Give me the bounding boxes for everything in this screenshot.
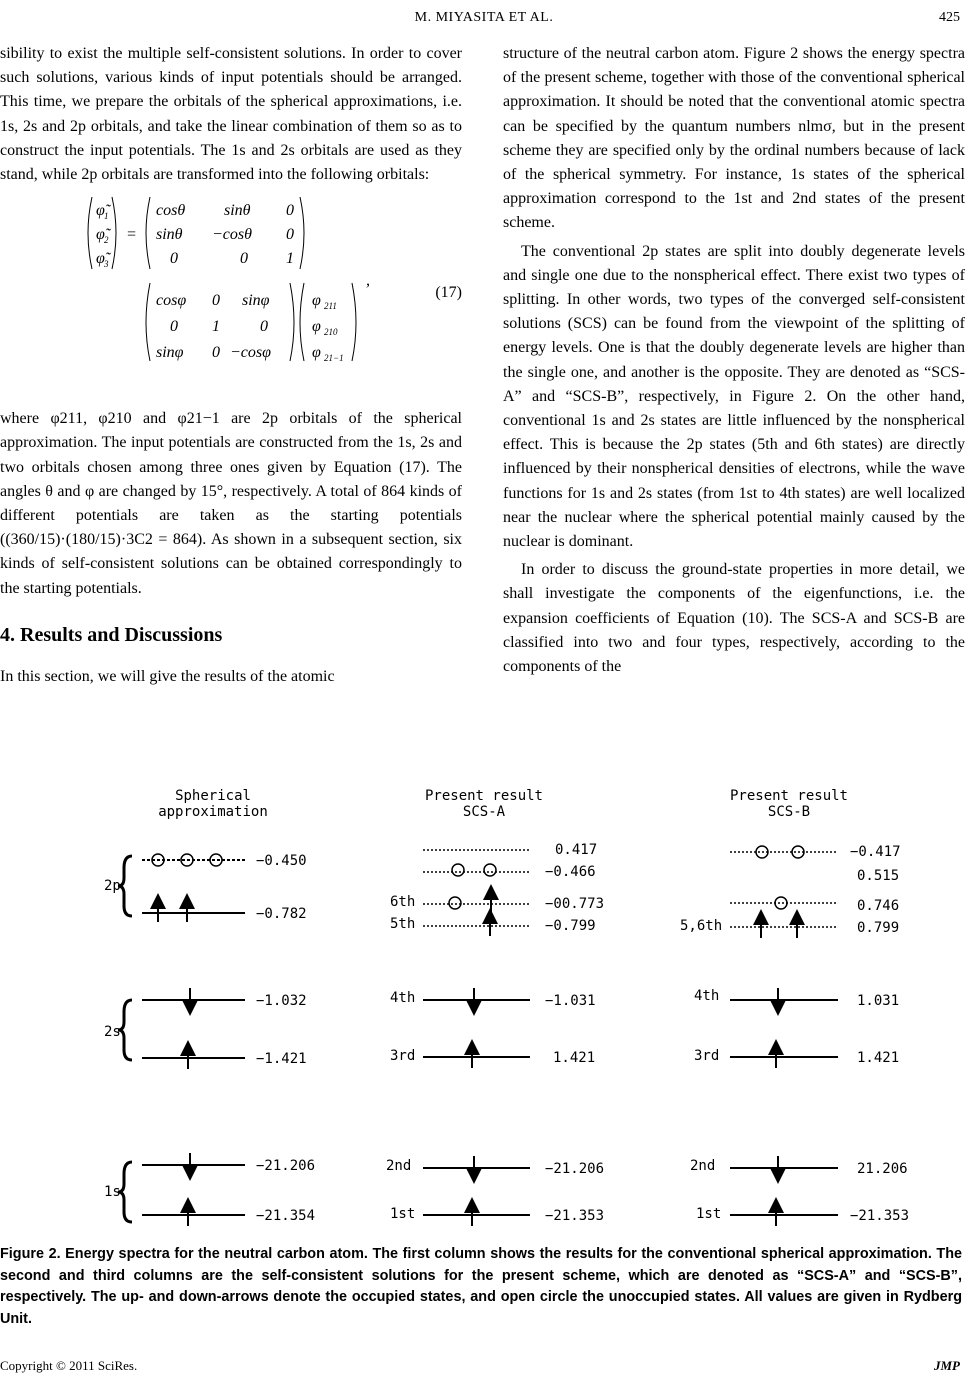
page-header [0, 10, 968, 32]
state-label: 3rd [694, 1048, 720, 1064]
paragraph: In this section, we will give the results of the atomic [0, 668, 335, 686]
svg-text:−cosθ: −cosθ [212, 226, 252, 244]
group-label-1s: 1s [104, 1184, 121, 1200]
energy-value: 0.515 [857, 868, 900, 884]
brace-2p [118, 856, 132, 916]
electron-arrows [472, 892, 491, 1226]
state-label: 2nd [690, 1158, 716, 1174]
energy-value: 1.421 [857, 1050, 900, 1066]
col1-title1: Spherical [175, 788, 251, 804]
running-title: M. MIYASITA ET AL. [414, 10, 554, 25]
svg-text:3: 3 [104, 259, 109, 270]
col3-levels [730, 852, 838, 1215]
energy-value: −21.354 [256, 1208, 316, 1224]
energy-value: −1.032 [256, 993, 307, 1009]
col2-title2: SCS-A [462, 804, 506, 820]
group-label-2s: 2s [104, 1024, 121, 1040]
svg-text:0: 0 [286, 202, 294, 220]
state-label: 6th [390, 894, 416, 910]
svg-text:0: 0 [212, 292, 220, 310]
svg-text:0: 0 [170, 250, 178, 268]
energy-value: −0.782 [256, 906, 307, 922]
state-label: 4th [390, 990, 416, 1006]
equation-graphic [0, 193, 462, 399]
svg-text:1: 1 [212, 318, 220, 336]
state-label: 5,6th [680, 918, 723, 934]
energy-value: −1.031 [545, 993, 596, 1009]
energy-spectra-diagram [0, 770, 968, 1240]
energy-value: −21.353 [850, 1208, 910, 1224]
svg-text:sinφ: sinφ [156, 344, 184, 362]
col2-title1: Present result [424, 788, 544, 804]
state-label: 3rd [390, 1048, 416, 1064]
energy-value: 0.746 [857, 898, 900, 914]
svg-text:sinθ: sinθ [224, 202, 251, 220]
energy-value: −0.799 [545, 918, 596, 934]
svg-text:1: 1 [286, 250, 294, 268]
svg-text:sinφ: sinφ [242, 292, 270, 310]
energy-value: −1.421 [256, 1051, 307, 1067]
svg-text:0: 0 [286, 226, 294, 244]
equation-17 [0, 193, 462, 399]
state-label: 1st [390, 1206, 416, 1222]
svg-text:cosφ: cosφ [156, 292, 187, 310]
unoccupied-circles [756, 846, 804, 909]
svg-text:0: 0 [170, 318, 178, 336]
journal-name: JMP [934, 1358, 960, 1373]
energy-value: 0.417 [555, 842, 598, 858]
state-label: 2nd [386, 1158, 412, 1174]
paragraph: In order to discuss the ground-state properties in more detail, we shall investigate the components of the eigenfunctions, i.e. the expansion coefficients of Equation (10). The SCS-A and SCS-B are classified into two and four types, respectively, according to the components of the [503, 561, 965, 676]
svg-text:0: 0 [212, 344, 220, 362]
paragraph: sibility to exist the multiple self-consistent solutions. In order to cover such solutions, various kinds of input potentials should be arranged. This time, we prepare the orbitals of the spherical approximations, i.e. 1s, 2s and 2p orbitals, and take the linear combination of them so as to construct the input potentials. The 1s and 2s orbitals are used as they stand, while 2p orbitals are transformed into the following orbitals: [0, 45, 462, 184]
page-number: 425 [939, 10, 960, 25]
energy-value: 0.799 [857, 920, 900, 936]
svg-text:φ: φ [312, 318, 321, 336]
svg-text:=: = [126, 226, 137, 244]
group-label-2p: 2p [104, 878, 121, 894]
figure-2 [0, 770, 968, 1240]
svg-text:φ: φ [312, 344, 321, 362]
svg-text:211: 211 [324, 301, 337, 312]
svg-text:210: 210 [324, 327, 338, 338]
state-label: 4th [694, 988, 720, 1004]
brace-1s [118, 1162, 132, 1222]
section-heading: 4. Results and Discussions [0, 623, 223, 646]
paragraph: The conventional 2p states are split into doubly degenerate levels and single one due to the nonspherical effect. There exist two types of splitting. In other words, two types of the converged self-consistent solutions (SCS) can be found from the viewpoint of the splitting of energy levels. One is that the doubly degenerate levels are higher than the single one, and another is the opposite. They are denoted as “SCS-A” and “SCS-B”, respectively, in Figure 2. On the other hand, conventional 1s and 2s states are little influenced by the nonspherical effect. This is because the 2p states (5th and 6th states) are directly influenced by their nonspherical densities of electrons, while the wave functions for 1s and 2s states (from 1st to 4th states) are well localized near the nuclear where the spherical potential mainly caused by the nuclear is dominant. [503, 242, 965, 551]
energy-value: −21.353 [545, 1208, 605, 1224]
right-column [503, 42, 965, 679]
svg-text:φ: φ [312, 292, 321, 310]
copyright: Copyright © 2011 SciRes. [0, 1358, 138, 1373]
svg-text:φ̃: φ̃ [96, 250, 105, 268]
col3-title1: Present result [729, 788, 849, 804]
col3-title2: SCS-B [767, 804, 811, 820]
svg-text:,: , [366, 272, 370, 290]
state-label: 1st [696, 1206, 722, 1222]
energy-value: 1.421 [553, 1050, 596, 1066]
electron-arrows [761, 917, 797, 1226]
figure-caption: Figure 2. Energy spectra for the neutral carbon atom. The first column shows the results for the conventional spherical approximation. The second and third columns are the self-consistent solutions for the present scheme, which are denoted as “SCS-A” and “SCS-B”, respectively. The up- and down-arrows denote the occupied states, and open circle the unoccupied states. All values are given in Rydberg Unit. [0, 1246, 962, 1327]
energy-value: 1.031 [857, 993, 900, 1009]
energy-value: −0.450 [256, 853, 307, 869]
svg-text:2: 2 [104, 235, 109, 246]
energy-value: 21.206 [857, 1161, 908, 1177]
energy-value: −0.417 [850, 844, 901, 860]
electron-arrows [158, 901, 190, 1226]
paragraph: where φ211, φ210 and φ21−1 are 2p orbitals of the spherical approximation. The input potentials are constructed from the 1s, 2s and two orbitals chosen among three ones given by Equation (17). The angles θ and φ are changed by 15°, respectively. A total of 864 kinds of different potentials are taken as the starting potentials ((360/15)·(180/15)·3C2 = 864). As shown in a subsequent section, six kinds of self-consistent solutions can be obtained correspondingly to the starting potentials. [0, 410, 462, 597]
energy-value: −0.466 [545, 864, 596, 880]
energy-value: −21.206 [545, 1161, 605, 1177]
svg-text:φ̃: φ̃ [96, 202, 105, 220]
state-label: 5th [390, 916, 416, 932]
equation-number: (17) [435, 284, 462, 302]
svg-text:sinθ: sinθ [156, 226, 183, 244]
left-column [0, 42, 462, 689]
svg-text:21−1: 21−1 [324, 353, 344, 364]
svg-text:0: 0 [260, 318, 268, 336]
paragraph: structure of the neutral carbon atom. Figure 2 shows the energy spectra of the present scheme, together with those of the conventional spherical approximation. It should be noted that the conventional atomic spectra can be specified by the quantum numbers nlmσ, but in the present scheme they are specified only by the ordinal numbers because of lack of the spherical symmetry. For instance, 1s states of the spherical approximation correspond to the 1st and 2nd states of the present scheme. [503, 45, 965, 232]
svg-text:φ̃: φ̃ [96, 226, 105, 244]
brace-2s [118, 1000, 132, 1060]
col1-title2: approximation [158, 804, 268, 820]
svg-text:0: 0 [240, 250, 248, 268]
energy-value: −00.773 [545, 896, 605, 912]
svg-text:cosθ: cosθ [156, 202, 186, 220]
svg-text:1: 1 [104, 211, 109, 222]
col2-levels [423, 850, 530, 1215]
energy-value: −21.206 [256, 1158, 316, 1174]
unoccupied-circles [449, 864, 496, 909]
svg-text:−cosφ: −cosφ [230, 344, 271, 362]
